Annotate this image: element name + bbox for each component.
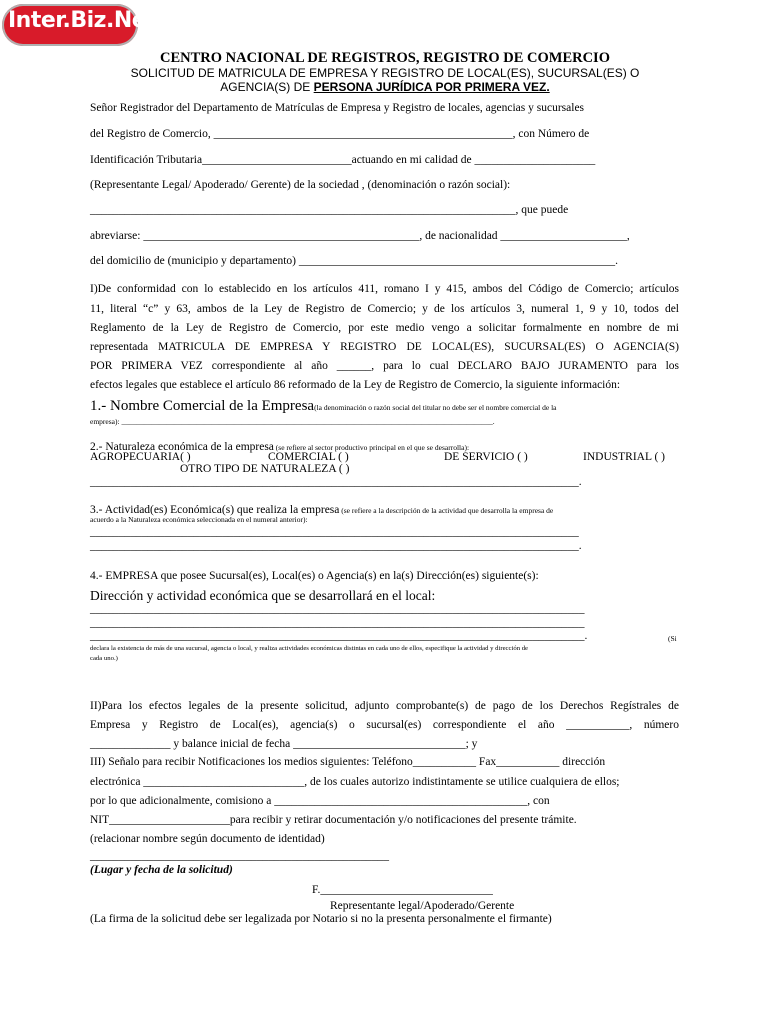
subtitle-emphasis: PERSONA JURÍDICA POR PRIMERA VEZ. <box>313 80 550 94</box>
intro-line-1: Señor Registrador del Departamento de Matrículas de Empresa y Registro de locales, agencias y sucursales <box>90 102 585 114</box>
place-date-label: (Lugar y fecha de la solicitud) <box>90 864 233 876</box>
document-subtitle-line2 <box>0 80 770 94</box>
intro-line-4: (Representante Legal/ Apoderado/ Gerente) de la sociedad , (denominación o razón social): <box>90 179 511 191</box>
item3-line-2: _____________________________________________________________________________________. <box>90 540 582 552</box>
section1-line-4: representada MATRICULA DE EMPRESA Y REGISTRO DE LOCAL(ES), SUCURSAL(ES) O AGENCIA(S) <box>90 341 679 353</box>
item1-line: empresa): ___________________________________________________________________________________________________. <box>90 417 495 426</box>
item3-note-2: acuerdo a la Naturaleza económica seleccionada en el numeral anterior): <box>90 515 308 524</box>
intro-line-2: del Registro de Comercio, ____________________________________________________, con Número de <box>90 128 590 140</box>
item1-note: (la denominación o razón social del titular no debe ser el nombre comercial de la <box>314 403 557 412</box>
section3-line-4: NIT_____________________para recibir y retirar documentación y/o notificaciones del presente trámite. <box>90 814 577 826</box>
section1-line-6: efectos legales que establece el artículo 86 reformado de la Ley de Registro de Comercio, la siguiente información: <box>90 379 621 391</box>
place-date-line: ____________________________________________________ <box>90 850 389 862</box>
item4-heading: Dirección y actividad económica que se desarrollará en el local: <box>90 588 436 603</box>
section3-line-1: III) Señalo para recibir Notificaciones los medios siguientes: Teléfono___________ Fax___________ dirección <box>90 756 606 768</box>
logo-text: Inter.Biz.Net <box>8 8 157 33</box>
section1-line-2: 11, literal “c” y 63, ambos de la Ley de Registro de Comercio; y de los artículos 3, numeral 1, 9 y 10, todos del <box>90 303 679 315</box>
item4-label: 4.- EMPRESA que posee Sucursal(es), Local(es) o Agencia(s) en la(s) Dirección(es) siguiente(s): <box>90 570 539 582</box>
section1-line-1: I)De conformidad con lo establecido en los artículos 411, romano I y 415, ambos del Código de Comercio; artículos <box>90 283 679 295</box>
logo <box>0 0 157 52</box>
intro-line-5: __________________________________________________________________________, que puede <box>90 204 569 216</box>
option-otro[interactable]: OTRO TIPO DE NATURALEZA ( ) <box>180 463 350 475</box>
item4-note-1: declara la existencia de más de una sucursal, agencia o local, y realiza actividades económicas distintas en cada uno de ellos, especifique la actividad y dirección de <box>90 645 529 652</box>
item3-note: (se refiere a la descripción de la actividad que desarrolla la empresa de <box>339 506 554 515</box>
item2-label: 2.- Naturaleza económica de la empresa <box>90 441 274 453</box>
item1-heading <box>90 397 557 415</box>
item4-note-tail: (Si <box>668 634 677 643</box>
option-servicio[interactable]: DE SERVICIO ( ) <box>444 451 528 463</box>
intro-line-3: Identificación Tributaria__________________________actuando en mi calidad de _____________________ <box>90 154 596 166</box>
section3-line-5: (relacionar nombre según documento de identidad) <box>90 833 325 845</box>
option-comercial[interactable]: COMERCIAL ( ) <box>268 451 349 463</box>
section1-line-5: POR PRIMERA VEZ correspondiente al año ______, para lo cual DECLARO BAJO JURAMENTO para los <box>90 360 679 372</box>
item1-label: 1.- Nombre Comercial de la Empresa <box>90 398 315 414</box>
section2-line-1: II)Para los efectos legales de la presente solicitud, adjunto comprobante(s) de pago de los Derechos Regístrales de <box>90 700 679 712</box>
item4-line-3: ______________________________________________________________________________________. <box>90 630 588 642</box>
section1-line-3: Reglamento de la Ley de Registro de Comercio, por este medio vengo a solicitar formalmente en nombre de mi <box>90 322 679 334</box>
item4-line-1: ______________________________________________________________________________________ <box>90 603 585 615</box>
signature-note: (La firma de la solicitud debe ser legalizada por Notario si no la presenta personalmente el firmante) <box>90 913 552 925</box>
item2-line: _____________________________________________________________________________________. <box>90 476 582 488</box>
item4-line-2: ______________________________________________________________________________________ <box>90 617 585 629</box>
item3-label: 3.- Actividad(es) Económica(s) que realiza la empresa <box>90 504 340 516</box>
item3-line-1: _____________________________________________________________________________________ <box>90 526 579 538</box>
subtitle-prefix: AGENCIA(S) DE <box>220 80 314 94</box>
intro-line-7: del domicilio de (municipio y departamento) _______________________________________________________. <box>90 255 618 267</box>
section2-line-2: Empresa y Registro de Local(es), agencia(s) o sucursal(es) correspondiente el año ___________, número <box>90 719 679 731</box>
signature-label: Representante legal/Apoderado/Gerente <box>330 900 515 912</box>
option-industrial[interactable]: INDUSTRIAL ( ) <box>583 451 665 463</box>
section3-line-3: por lo que adicionalmente, comisiono a ____________________________________________, con <box>90 795 550 807</box>
document-subtitle-line1: SOLICITUD DE MATRICULA DE EMPRESA Y REGISTRO DE LOCAL(ES), SUCURSAL(ES) O <box>130 66 640 80</box>
section2-line-3: ______________ y balance inicial de fecha ______________________________; y <box>90 738 478 750</box>
signature-line: F.______________________________ <box>312 884 493 896</box>
document-title: CENTRO NACIONAL DE REGISTROS, REGISTRO DE COMERCIO <box>160 50 610 66</box>
item4-note-2: cada uno.) <box>90 655 118 662</box>
intro-line-6: abreviarse: ________________________________________________, de nacionalidad ______________________, <box>90 230 630 242</box>
option-agropecuaria[interactable]: AGROPECUARIA( ) <box>90 451 191 463</box>
item2-note: (se refiere al sector productivo principal en el que se desarrolla): <box>273 443 470 452</box>
section3-line-2: electrónica ____________________________, de los cuales autorizo indistintamente se utilice cualquiera de ellos; <box>90 776 620 788</box>
